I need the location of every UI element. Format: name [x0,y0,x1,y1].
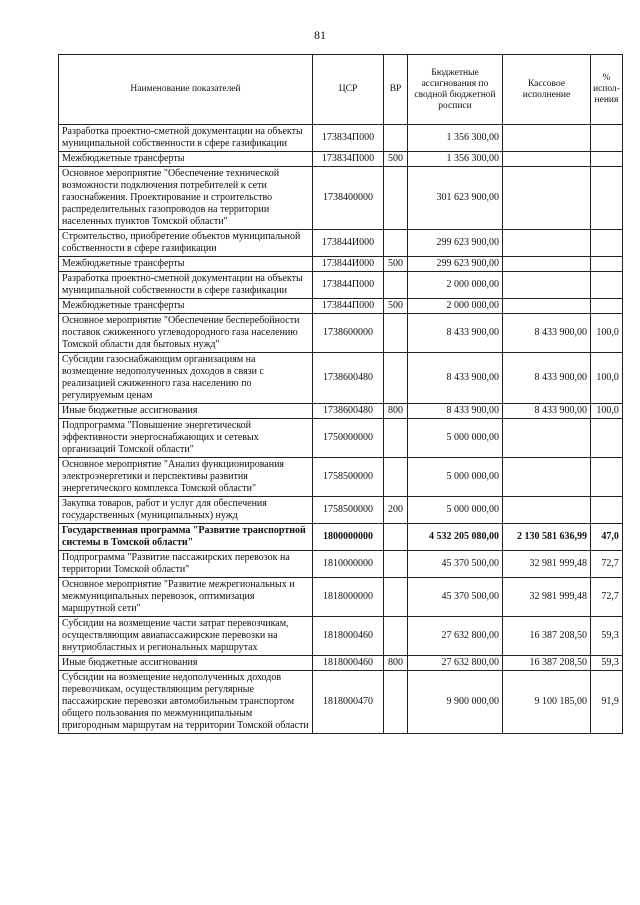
row-vr-code [384,617,408,656]
row-cash-execution [503,272,591,299]
row-name: Строительство, приобретение объектов муниципальной собственности в сфере газификации [59,230,313,257]
row-csr-code: 1750000000 [313,419,384,458]
table-row [59,152,623,167]
row-vr-code [384,551,408,578]
table-row [59,353,623,404]
header-vr: ВР [384,55,408,125]
row-csr-code: 1818000460 [313,656,384,671]
row-percent: 59,3 [591,617,623,656]
row-vr-code [384,272,408,299]
row-percent: 59,3 [591,656,623,671]
row-vr-code: 200 [384,497,408,524]
table-row [59,497,623,524]
row-cash-execution: 32 981 999,48 [503,551,591,578]
header-cash-execution: Кассовое исполнение [503,55,591,125]
row-csr-code: 173834П000 [313,125,384,152]
row-name: Основное мероприятие "Развитие межрегиональных и межмуниципальных перевозок, оптимизация маршрутной сети" [59,578,313,617]
row-cash-execution [503,152,591,167]
row-assignment: 301 623 900,00 [408,167,503,230]
table-row [59,257,623,272]
row-vr-code [384,671,408,734]
row-assignment: 8 433 900,00 [408,353,503,404]
row-cash-execution [503,167,591,230]
row-assignment: 4 532 205 080,00 [408,524,503,551]
page-number: 81 [314,28,326,42]
row-vr-code [384,167,408,230]
row-assignment: 5 000 000,00 [408,497,503,524]
row-percent [591,458,623,497]
row-percent [591,167,623,230]
row-assignment: 45 370 500,00 [408,578,503,617]
row-vr-code [384,125,408,152]
table-row [59,617,623,656]
row-csr-code: 173844П000 [313,272,384,299]
row-cash-execution [503,497,591,524]
row-name: Межбюджетные трансферты [59,152,313,167]
row-csr-code: 1800000000 [313,524,384,551]
table-row [59,167,623,230]
row-csr-code: 1738600480 [313,353,384,404]
row-csr-code: 1818000470 [313,671,384,734]
table-row [59,458,623,497]
table-body [59,125,623,734]
row-cash-execution: 8 433 900,00 [503,314,591,353]
row-cash-execution: 32 981 999,48 [503,578,591,617]
row-percent [591,152,623,167]
table-row [59,524,623,551]
row-vr-code [384,419,408,458]
table-row [59,551,623,578]
row-vr-code [384,314,408,353]
table-header-row [59,55,623,125]
row-percent [591,299,623,314]
row-percent: 47,0 [591,524,623,551]
row-name: Субсидии на возмещение части затрат перевозчикам, осуществляющим авиапассажирские перевозки на внутриобластных и региональных маршрутах [59,617,313,656]
row-cash-execution [503,230,591,257]
row-assignment: 8 433 900,00 [408,314,503,353]
row-assignment: 1 356 300,00 [408,152,503,167]
row-assignment: 8 433 900,00 [408,404,503,419]
row-cash-execution: 9 100 185,00 [503,671,591,734]
row-percent: 72,7 [591,551,623,578]
row-percent: 100,0 [591,404,623,419]
row-vr-code [384,353,408,404]
row-csr-code: 1738400000 [313,167,384,230]
row-csr-code: 173844И000 [313,230,384,257]
table-row [59,314,623,353]
row-csr-code: 173834П000 [313,152,384,167]
row-vr-code: 800 [384,656,408,671]
table-row [59,299,623,314]
row-name: Межбюджетные трансферты [59,257,313,272]
row-cash-execution: 16 387 208,50 [503,617,591,656]
header-percent: % испол-нения [591,55,623,125]
row-vr-code: 500 [384,257,408,272]
row-percent [591,125,623,152]
row-csr-code: 1818000000 [313,578,384,617]
row-name: Основное мероприятие "Обеспечение бесперебойности поставок сжиженного углеводородного газа населению Томской области для бытовых нужд" [59,314,313,353]
row-csr-code: 1758500000 [313,458,384,497]
row-csr-code: 1810000000 [313,551,384,578]
row-assignment: 27 632 800,00 [408,656,503,671]
budget-table [58,54,623,734]
row-percent [591,272,623,299]
row-vr-code: 500 [384,152,408,167]
row-percent [591,257,623,272]
row-percent: 100,0 [591,314,623,353]
row-name: Основное мероприятие "Обеспечение технической возможности подключения потребителей к сети газоснабжения. Проектирование и строительство распределительных газопроводов на территории населенных пунктов Томской области" [59,167,313,230]
row-csr-code: 1738600000 [313,314,384,353]
row-assignment: 27 632 800,00 [408,617,503,656]
table-row [59,578,623,617]
row-name: Субсидии на возмещение недополученных доходов перевозчикам, осуществляющим регулярные пассажирские перевозки автомобильным транспортом общего пользования по межмуниципальным пригородным маршрутам на территории Томской области [59,671,313,734]
row-assignment: 2 000 000,00 [408,272,503,299]
row-percent: 72,7 [591,578,623,617]
row-assignment: 5 000 000,00 [408,458,503,497]
table-row [59,125,623,152]
table-row [59,419,623,458]
row-cash-execution: 8 433 900,00 [503,404,591,419]
table-row [59,671,623,734]
row-assignment: 5 000 000,00 [408,419,503,458]
header-name: Наименование показателей [59,55,313,125]
table-row [59,404,623,419]
row-vr-code [384,230,408,257]
row-name: Разработка проектно-сметной документации на объекты муниципальной собственности в сфере газификации [59,272,313,299]
row-cash-execution: 2 130 581 636,99 [503,524,591,551]
row-name: Закупка товаров, работ и услуг для обеспечения государственных (муниципальных) нужд [59,497,313,524]
table-row [59,272,623,299]
row-cash-execution [503,419,591,458]
row-assignment: 1 356 300,00 [408,125,503,152]
row-csr-code: 1738600480 [313,404,384,419]
row-assignment: 299 623 900,00 [408,230,503,257]
header-csr: ЦСР [313,55,384,125]
row-name: Подпрограмма "Развитие пассажирских перевозок на территории Томской области" [59,551,313,578]
row-percent [591,230,623,257]
row-vr-code [384,524,408,551]
row-name: Основное мероприятие "Анализ функционирования электроэнергетики и перспективы развития энергетического комплекса Томской области" [59,458,313,497]
row-csr-code: 173844И000 [313,257,384,272]
row-cash-execution [503,299,591,314]
row-vr-code [384,458,408,497]
row-cash-execution: 16 387 208,50 [503,656,591,671]
row-vr-code: 800 [384,404,408,419]
row-name: Субсидии газоснабжающим организациям на возмещение недополученных доходов в связи с реализацией сжиженного газа населению по регулируемым ценам [59,353,313,404]
row-percent: 91,9 [591,671,623,734]
row-cash-execution [503,458,591,497]
row-vr-code: 500 [384,299,408,314]
table-row [59,230,623,257]
row-assignment: 45 370 500,00 [408,551,503,578]
row-assignment: 299 623 900,00 [408,257,503,272]
row-name: Межбюджетные трансферты [59,299,313,314]
table-row [59,656,623,671]
row-cash-execution [503,125,591,152]
row-csr-code: 1758500000 [313,497,384,524]
row-csr-code: 1818000460 [313,617,384,656]
row-cash-execution [503,257,591,272]
row-name: Иные бюджетные ассигнования [59,404,313,419]
row-percent: 100,0 [591,353,623,404]
row-name: Подпрограмма "Повышение энергетической эффективности энергоснабжающих и сетевых организаций Томской области" [59,419,313,458]
row-assignment: 2 000 000,00 [408,299,503,314]
row-percent [591,419,623,458]
row-name: Государственная программа "Развитие транспортной системы в Томской области" [59,524,313,551]
row-name: Разработка проектно-сметной документации на объекты муниципальной собственности в сфере газификации [59,125,313,152]
row-assignment: 9 900 000,00 [408,671,503,734]
row-cash-execution: 8 433 900,00 [503,353,591,404]
row-name: Иные бюджетные ассигнования [59,656,313,671]
row-csr-code: 173844П000 [313,299,384,314]
header-assignments: Бюджетные ассигнования по сводной бюджетной росписи [408,55,503,125]
row-percent [591,497,623,524]
row-vr-code [384,578,408,617]
